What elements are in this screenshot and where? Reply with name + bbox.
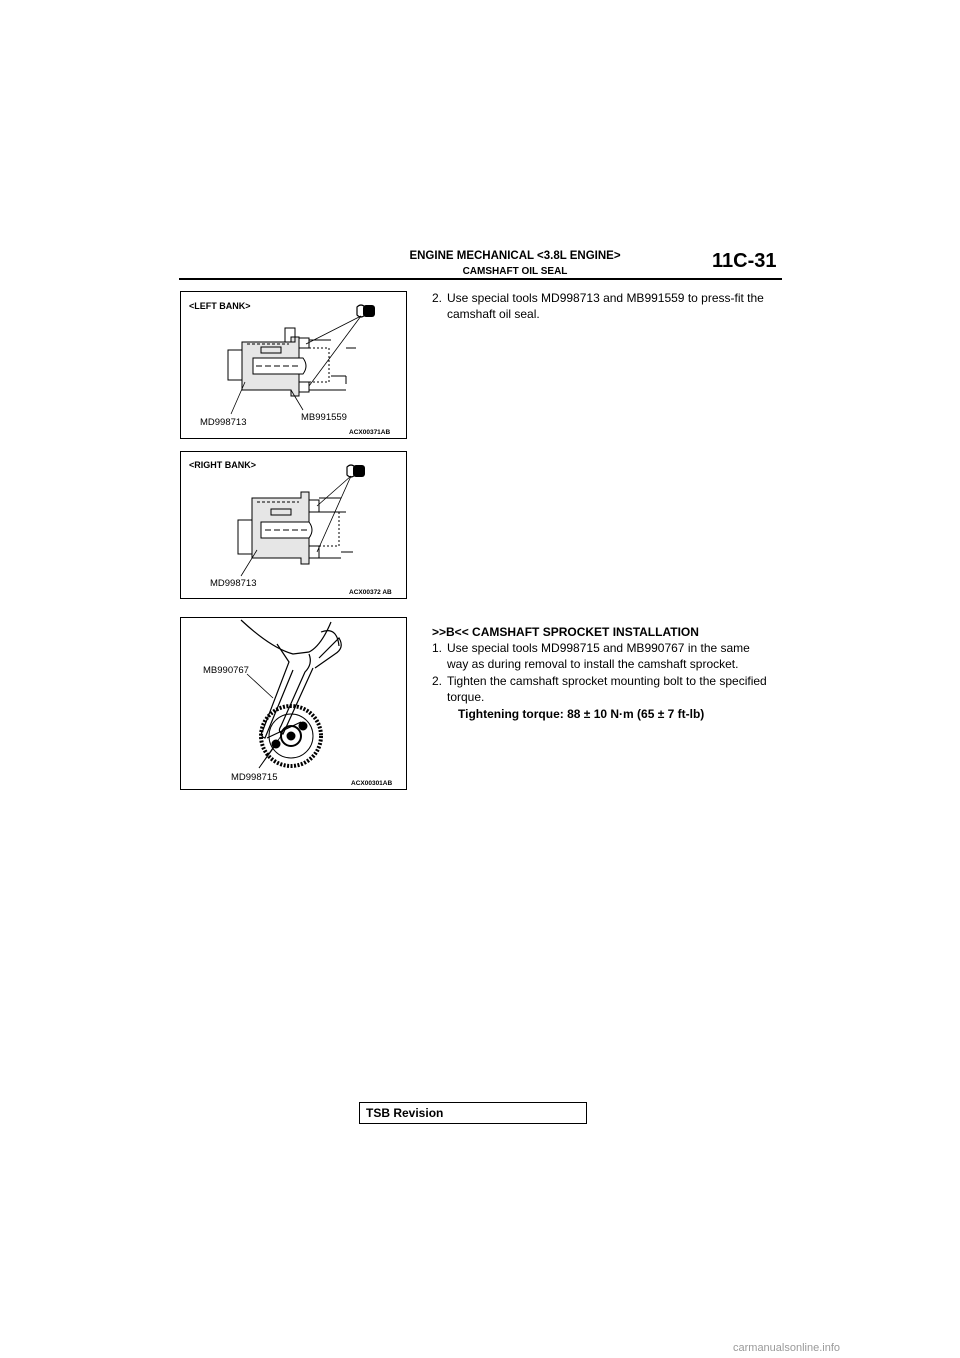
caption-right-bank: <RIGHT BANK>: [189, 460, 257, 470]
sprocket-diagram: [181, 618, 406, 789]
caption-left-bank: <LEFT BANK>: [189, 301, 251, 311]
tool-label-md998715: MD998715: [231, 772, 278, 783]
tsb-revision-box: [359, 1102, 587, 1124]
left-bank-diagram: [181, 292, 406, 438]
header-rule: [179, 278, 782, 280]
figure-sprocket: [180, 617, 407, 790]
figure-code: ACX00301AB: [351, 780, 393, 787]
tool-label-mb991559: MB991559: [301, 412, 347, 423]
wrench-hands-drawing: [241, 620, 341, 738]
step-text-line1: Use special tools MD998713 and MB991559 to press-fit the: [447, 291, 764, 305]
tightening-torque-spec: Tightening torque: 88 ± 10 N·m (65 ± 7 ft-lb): [458, 707, 705, 721]
step-sprocket-2: [432, 673, 782, 705]
step-text-line2: torque.: [447, 690, 485, 704]
section-title: ENGINE MECHANICAL <3.8L ENGINE>: [409, 250, 621, 262]
figure-code: ACX00372 AB: [349, 589, 392, 596]
step-press-fit: [432, 290, 782, 322]
step-number: 2.: [432, 291, 443, 305]
step-text-line1: Tighten the camshaft sprocket mounting bolt to the specified: [447, 674, 767, 688]
step-number: 1.: [432, 641, 443, 655]
section-subtitle: CAMSHAFT OIL SEAL: [462, 266, 568, 277]
watermark: carmanualsonline.info: [733, 1342, 841, 1354]
step-text-line2: way as during removal to install the camshaft sprocket.: [447, 657, 739, 671]
page-number: 11C-31: [712, 250, 777, 272]
oil-seal-icon: [357, 305, 375, 317]
figure-code: ACX00371AB: [349, 429, 391, 436]
step-sprocket-1: [432, 640, 782, 672]
seal-press-tool-drawing: [228, 328, 356, 396]
sprocket-installation-heading: >>B<< CAMSHAFT SPROCKET INSTALLATION: [432, 625, 699, 639]
step-number: 2.: [432, 674, 443, 688]
figure-right-bank: [180, 451, 407, 599]
tool-label-md998713: MD998713: [210, 578, 257, 589]
right-bank-diagram: [181, 452, 406, 598]
tool-label-md998713: MD998713: [200, 417, 247, 428]
step-text-line1: Use special tools MD998715 and MB990767 in the same: [447, 641, 750, 655]
tsb-revision-label: TSB Revision: [366, 1106, 444, 1120]
tool-label-mb990767: MB990767: [203, 665, 249, 676]
figure-left-bank: [180, 291, 407, 439]
step-text-line2: camshaft oil seal.: [447, 307, 540, 321]
oil-seal-icon: [347, 465, 365, 477]
